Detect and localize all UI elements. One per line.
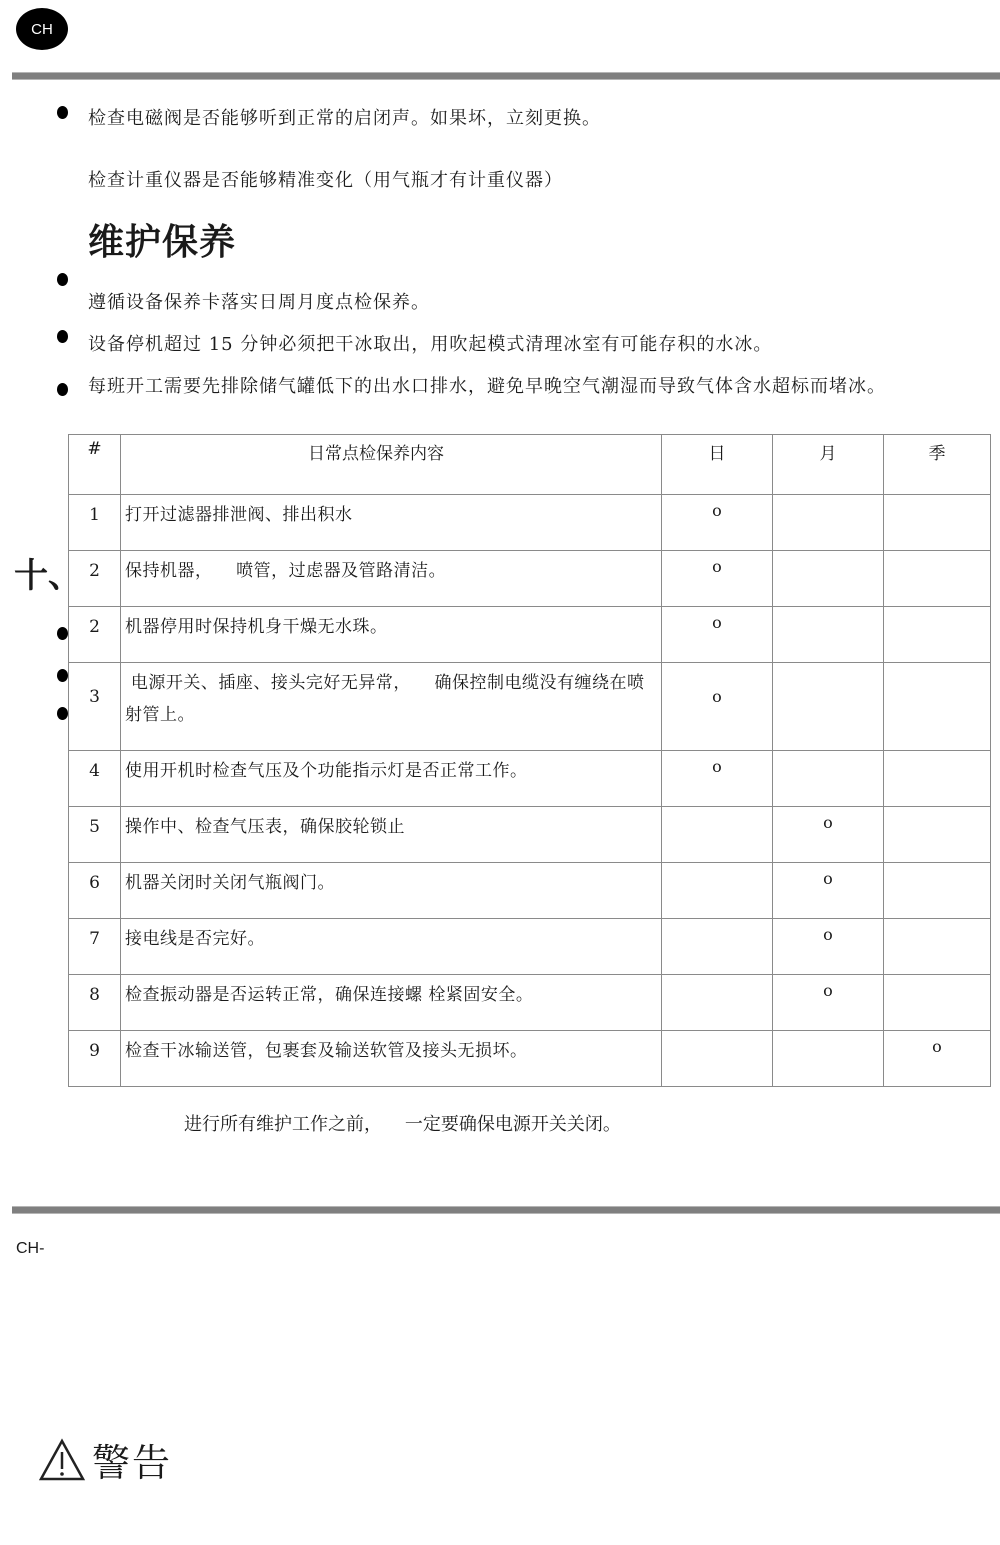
header-quarterly: 季 (884, 435, 991, 495)
row-content: 操作中、检查气压表，确保胶轮锁止 (125, 817, 405, 837)
header-daily: 日 (662, 435, 773, 495)
monthly-mark (773, 495, 883, 501)
row-number: 5 (89, 817, 100, 837)
row-content: 机器停用时保持机身干燥无水珠。 (125, 617, 388, 637)
daily-mark: o (712, 687, 722, 706)
daily-mark (662, 919, 772, 925)
monthly-mark: o (823, 981, 833, 1000)
bullet-icon (57, 106, 68, 119)
page-label: CH- (16, 1240, 45, 1257)
row-content: 保持机器， 喷管，过虑器及管路清洁。 (125, 561, 447, 581)
row-content: 接电线是否完好。 (125, 929, 265, 949)
header-monthly: 月 (773, 435, 884, 495)
row-content: 使用开机时检查气压及个功能指示灯是否正常工作。 (125, 761, 528, 781)
quarterly-mark (884, 919, 990, 925)
row-number: 6 (89, 873, 100, 893)
maintenance-bullet-1: 遵循设备保养卡落实日周月度点检保养。 (88, 292, 430, 313)
row-number: 1 (89, 505, 100, 525)
row-content: 打开过滤器排泄阀、排出积水 (125, 505, 353, 525)
daily-mark (662, 807, 772, 813)
section-title: 维护保养 (88, 222, 237, 263)
monthly-mark: o (823, 869, 833, 888)
row-number: 7 (89, 929, 100, 949)
section-number-mark: 十、 (14, 556, 82, 596)
daily-mark: o (712, 613, 722, 632)
table-row (69, 863, 991, 919)
warning-label: 警告 (92, 1441, 173, 1485)
header-divider (12, 72, 1000, 80)
warning-heading (38, 1432, 172, 1487)
quarterly-mark (884, 807, 990, 813)
table-row (69, 975, 991, 1031)
table-header-row (69, 435, 991, 495)
daily-mark: o (712, 557, 722, 576)
row-content: 检查干冰输送管，包裹套及输送软管及接头无损坏。 (125, 1041, 528, 1061)
daily-mark: o (712, 757, 722, 776)
language-badge: CH (16, 8, 68, 50)
quarterly-mark (884, 663, 990, 687)
quarterly-mark (884, 975, 990, 981)
row-number: 3 (89, 687, 100, 707)
maintenance-bullet-3: 每班开工需要先排除储气罐低下的出水口排水，避免早晚空气潮湿而导致气体含水超标而堵冰。 (88, 376, 886, 397)
row-number: 2 (89, 617, 100, 637)
bullet-icon (57, 330, 68, 343)
header-content: 日常点检保养内容 (121, 435, 662, 495)
table-row (69, 1031, 991, 1087)
bullet-icon (57, 627, 68, 640)
monthly-mark (773, 663, 883, 687)
row-content: 机器关闭时关闭气瓶阀门。 (125, 873, 335, 893)
bullet-icon (57, 273, 68, 286)
bullet-icon (57, 669, 68, 682)
table-row (69, 495, 991, 551)
header-number: # (69, 435, 121, 495)
footer-divider (12, 1206, 1000, 1214)
row-number: 8 (89, 985, 100, 1005)
table-row (69, 607, 991, 663)
monthly-mark (773, 751, 883, 757)
daily-mark: o (712, 501, 722, 520)
quarterly-mark (884, 751, 990, 757)
monthly-mark (773, 1031, 883, 1037)
monthly-mark (773, 607, 883, 613)
warning-triangle-icon (38, 1438, 86, 1482)
row-content: 检查振动器是否运转正常，确保连接螺 栓紧固安全。 (125, 985, 534, 1005)
daily-mark (662, 975, 772, 981)
quarterly-mark (884, 495, 990, 501)
table-row (69, 663, 991, 751)
row-number: 4 (89, 761, 100, 781)
maintenance-table (68, 434, 991, 1087)
daily-mark (662, 863, 772, 869)
table-row (69, 551, 991, 607)
bullet-icon (57, 383, 68, 396)
top-item-1: 检查电磁阀是否能够听到正常的启闭声。如果坏，立刻更换。 (88, 108, 601, 129)
row-content: 电源开关、插座、接头完好无异常， 确保控制电缆没有缠绕在喷射管上。 (125, 673, 645, 725)
table-row (69, 919, 991, 975)
table-row (69, 807, 991, 863)
quarterly-mark (884, 607, 990, 613)
quarterly-mark (884, 863, 990, 869)
daily-mark (662, 1031, 772, 1037)
row-number: 2 (89, 561, 100, 581)
maintenance-bullet-2: 设备停机超过 15 分钟必须把干冰取出，用吹起模式清理冰室有可能存积的水冰。 (88, 334, 773, 355)
monthly-mark: o (823, 925, 833, 944)
table-row (69, 751, 991, 807)
row-number: 9 (89, 1041, 100, 1061)
quarterly-mark: o (932, 1037, 942, 1056)
monthly-mark: o (823, 813, 833, 832)
monthly-mark (773, 551, 883, 557)
quarterly-mark (884, 551, 990, 557)
safety-note: 进行所有维护工作之前， 一定要确保电源开关关闭。 (184, 1114, 621, 1135)
top-item-2: 检查计重仪器是否能够精准变化（用气瓶才有计重仪器） (88, 170, 563, 191)
bullet-icon (57, 707, 68, 720)
